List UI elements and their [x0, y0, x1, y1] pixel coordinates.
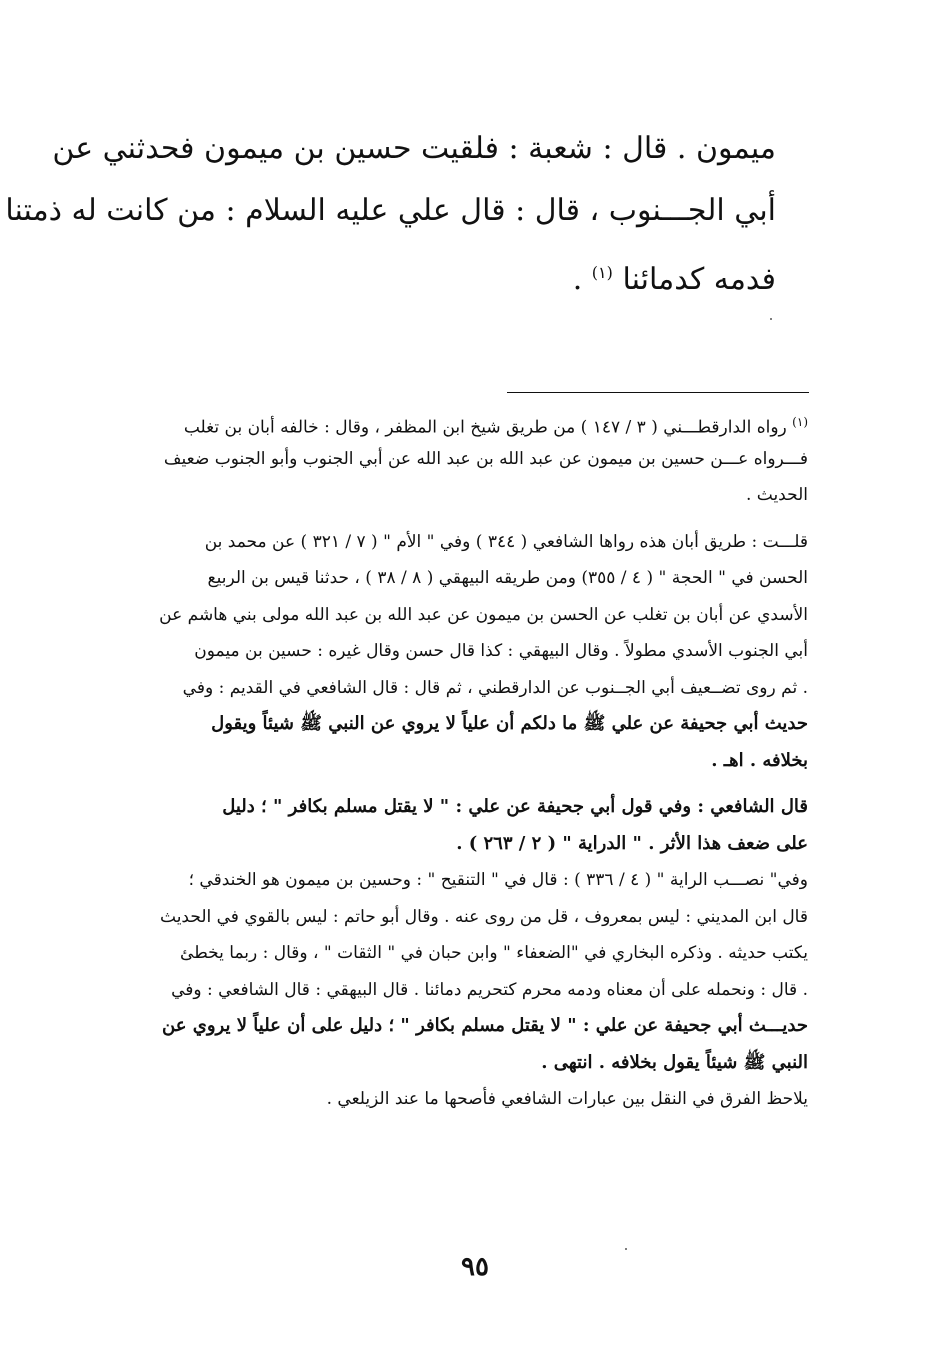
end-mark: .	[572, 262, 583, 297]
main-line-1: ميمون . قال : شعبة : فلقيت حسين بن ميمون فحدثني عن	[52, 131, 776, 166]
page-number: ٩٥	[461, 1252, 489, 1282]
footnote-divider	[507, 392, 809, 393]
footnote-line-10: بخلافه . اهـ .	[711, 749, 808, 771]
footnote-line-12: على ضعف هذا الأثر . " الدراية " ( ٢ / ٢٦٣ ) .	[456, 832, 808, 854]
footnote-line-18: النبي ﷺ شيئاً يقول بخلافه . انتهى .	[541, 1051, 808, 1073]
footnote-line-8: . ثم روى تضــعيف أبي الجــنوب عن الدارقطني ، ثم قال : قال الشافعي في القديم : وفي	[182, 677, 808, 698]
footnote-line-11: قال الشافعي : وفي قول أبي جحيفة عن علي : " لا يقتل مسلم بكافر " ؛ دليل	[222, 796, 808, 817]
footnote-line-16: . قال : ونحمله على أن معناه ودمه محرم كتحريم دمائنا . قال البيهقي : قال الشافعي : وفي	[171, 979, 808, 1000]
main-line-3-text: فدمه كدمائنا	[622, 262, 776, 297]
footnote-line-19: يلاحظ الفرق في النقل بين عبارات الشافعي فأصحها ما عند الزيلعي .	[326, 1089, 808, 1109]
footnote-line-1-text: رواه الدارقطـــني ( ٣ / ١٤٧ ) من طريق شيخ ابن المظفر ، وقال : خالفه أبان بن تغلب	[183, 417, 787, 438]
footnote-line-5: الحسن في " الحجة " ( ٤ / ٣٥٥) ومن طريقه البيهقي ( ٨ / ٣٨ ) ، حدثنا قيس بن الربيع	[207, 568, 808, 588]
footnote-line-14: قال ابن المديني : ليس بمعروف ، قل من روى عنه . وقال أبو حاتم : ليس بالقوي في الحديث	[160, 906, 808, 927]
scan-speck	[625, 1248, 627, 1250]
footnote-reference[interactable]: (١)	[591, 263, 613, 282]
footnote-marker: (١)	[792, 415, 808, 429]
footnote-line-1	[160, 404, 808, 441]
main-line-2: أبي الجـــنوب ، قال : قال علي عليه السلام : من كانت له ذمتنا	[5, 193, 776, 228]
footnote-line-9: حديث أبي جحيفة عن علي ﷺ ما دلكم أن علياً لا يروي عن النبي ﷺ شيئاً ويقول	[211, 713, 808, 734]
main-line-3	[160, 242, 776, 304]
scan-speck	[770, 318, 772, 320]
footnote-line-7: أبي الجنوب الأسدي مطولاً . وقال البيهقي : كذا قال حسن وقال غيره : حسين بن ميمون	[194, 641, 808, 661]
paragraph-gap	[160, 514, 808, 524]
footnote-line-6: الأسدي عن أبان بن تغلب عن الحسن بن ميمون عن عبد الله بن عبد الله مولى بني هاشم عن	[159, 604, 808, 625]
footnote-line-3: الحديث .	[745, 485, 808, 505]
footnote-line-4: قلـــت : طريق أبان هذه رواها الشافعي ( ٣٤٤ ) وفي " الأم " ( ٧ / ٣٢١ ) عن محمد بن	[204, 531, 808, 552]
footnote-line-15: يكتب حديثه . وذكره البخاري في "الضعفاء " وابن حبان في " الثقات " ، وقال : ربما يخطئ	[180, 943, 808, 963]
footnotes	[160, 404, 808, 1118]
footnote-line-17: حديـــث أبي جحيفة عن علي : " لا يقتل مسلم بكافر " ؛ دليل على أن علياً لا يروي عن	[162, 1015, 808, 1036]
paragraph-gap	[160, 779, 808, 789]
main-text	[5, 118, 776, 304]
footnote-line-2: فـــرواه عـــن حسين بن ميمون عن عبد الله بن عبد الله عن أبي الجنوب وأبو الجنوب ضعيف	[163, 448, 808, 469]
footnote-line-13: وفي" نصـــب الراية " ( ٤ / ٣٣٦ ) : قال في " التنقيح " : وحسين بن ميمون هو الخندقي ؛	[188, 870, 808, 890]
